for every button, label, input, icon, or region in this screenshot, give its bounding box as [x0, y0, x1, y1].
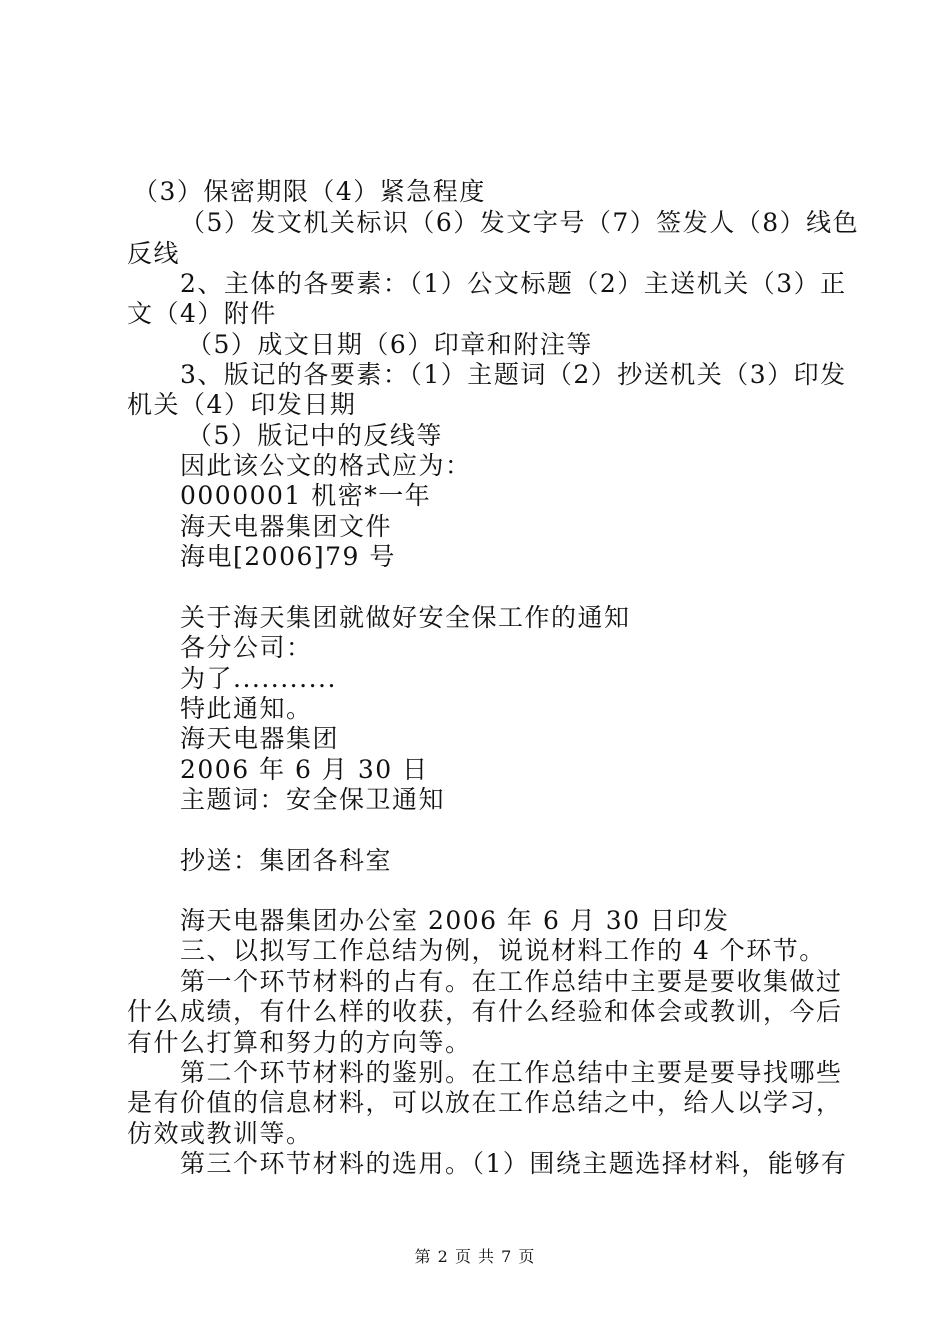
- text-line: （5）发文机关标识（6）发文字号（7）签发人（8）线色: [180, 208, 860, 237]
- text-line: 第三个环节材料的选用。（1）围绕主题选择材料，能够有: [180, 1149, 848, 1178]
- text-line: 主题词：安全保卫通知: [180, 785, 446, 814]
- text-line: 因此该公文的格式应为：: [180, 451, 472, 480]
- text-line: 抄送：集团各科室: [180, 846, 393, 875]
- text-line: 2、主体的各要素：（1）公文标题（2）主送机关（3）正: [180, 269, 847, 298]
- text-line: 为了...........: [180, 664, 337, 693]
- text-line: 海天电器集团文件: [180, 512, 393, 541]
- text-line: 机关（4）印发日期: [127, 390, 357, 419]
- text-line: 海电[2006]79 号: [180, 542, 396, 571]
- text-line: 3、版记的各要素：（1）主题词（2）抄送机关（3）印发: [180, 360, 847, 389]
- text-line: （3）保密期限（4）紧急程度: [133, 177, 486, 206]
- text-line: 三、以拟写工作总结为例，说说材料工作的 4 个环节。: [180, 936, 826, 965]
- text-line: 2006 年 6 月 30 日: [180, 755, 429, 784]
- text-line: 海天电器集团办公室 2006 年 6 月 30 日印发: [180, 906, 730, 935]
- text-line: 有什么打算和努力的方向等。: [127, 1028, 472, 1057]
- text-line: 各分公司：: [180, 633, 313, 662]
- text-line: 0000001 机密*一年: [180, 481, 432, 510]
- text-line: 是有价值的信息材料，可以放在工作总结之中，给人以学习，: [127, 1088, 843, 1117]
- text-line: （5）版记中的反线等: [187, 421, 443, 450]
- text-line: 特此通知。: [180, 694, 313, 723]
- text-line: 什么成绩，有什么样的收获，有什么经验和体会或教训，今后: [127, 997, 843, 1026]
- text-line: 海天电器集团: [180, 724, 340, 753]
- text-line: 第一个环节材料的占有。在工作总结中主要是要收集做过: [180, 967, 843, 996]
- text-line: 文（4）附件: [127, 299, 277, 328]
- document-title: 关于海天集团就做好安全保工作的通知: [180, 603, 631, 632]
- text-line: （5）成文日期（6）印章和附注等: [187, 330, 593, 359]
- text-line: 反线: [127, 239, 181, 268]
- page-number: 第 2 页 共 7 页: [414, 1247, 536, 1266]
- text-line: 第二个环节材料的鉴别。在工作总结中主要是要导找哪些: [180, 1058, 843, 1087]
- text-line: 仿效或教训等。: [127, 1119, 313, 1148]
